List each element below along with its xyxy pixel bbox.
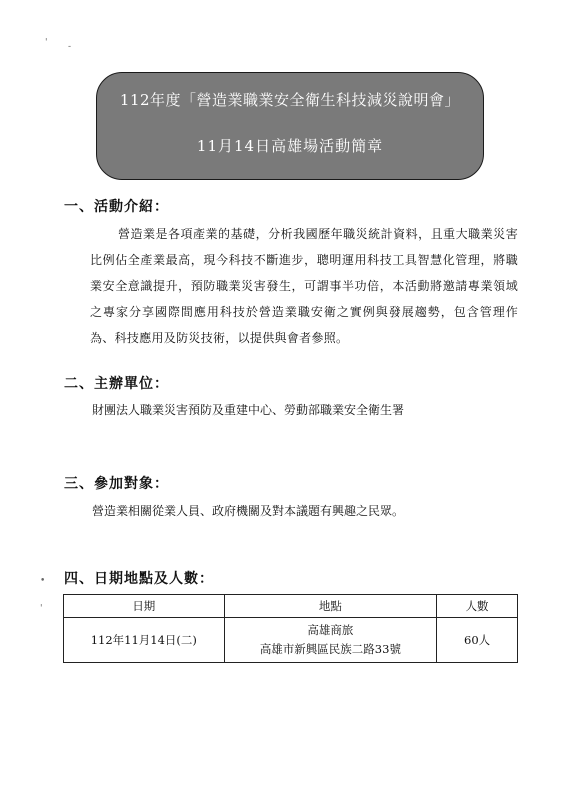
section-heading-schedule: 四、日期地點及人數： [64, 571, 214, 587]
header-date: 日期 [64, 595, 225, 618]
scan-mark: - [68, 42, 72, 52]
cell-venue [224, 618, 437, 663]
section-heading-audience: 三、參加對象： [64, 476, 169, 492]
header-venue: 地點 [224, 595, 437, 618]
intro-paragraph: 營造業是各項產業的基礎，分析我國歷年職災統計資料，且重大職業災害比例佔全產業最高，現今科技不斷進步，聰明運用科技工具智慧化管理，將職業安全意識提升，預防職業災害發生，可謂事半功倍，本活動將邀請專業領域之專家分享國際間應用科技於營造業職安衛之實例與發展趨勢，包含管理作為、科技應用及防災技術，以提供與會者參照。 [90, 227, 518, 345]
organizer-text: 財團法人職業災害預防及重建中心、勞動部職業安全衛生署 [92, 403, 405, 417]
scan-mark: ' [40, 604, 43, 614]
schedule-table [63, 594, 518, 663]
venue-name: 高雄商旅 [307, 623, 354, 637]
event-title: 112年度「營造業職業安全衛生科技減災說明會」 [119, 91, 461, 109]
section-heading-intro: 一、活動介紹： [64, 199, 169, 215]
table-row [64, 618, 518, 663]
audience-text: 營造業相關從業人員、政府機關及對本議題有興趣之民眾。 [92, 504, 405, 518]
header-count: 人數 [437, 595, 518, 618]
cell-count: 60人 [437, 618, 518, 663]
title-banner [96, 72, 484, 180]
section-heading-organizer: 二、主辦單位： [64, 376, 169, 392]
cell-date: 112年11月14日(二) [64, 618, 225, 663]
event-subtitle: 11月14日高雄場活動簡章 [196, 137, 384, 155]
venue-address: 高雄市新興區民族二路33號 [259, 642, 401, 656]
scan-mark: • [40, 576, 46, 586]
table-header-row [64, 595, 518, 618]
scan-mark: ' [45, 38, 48, 48]
